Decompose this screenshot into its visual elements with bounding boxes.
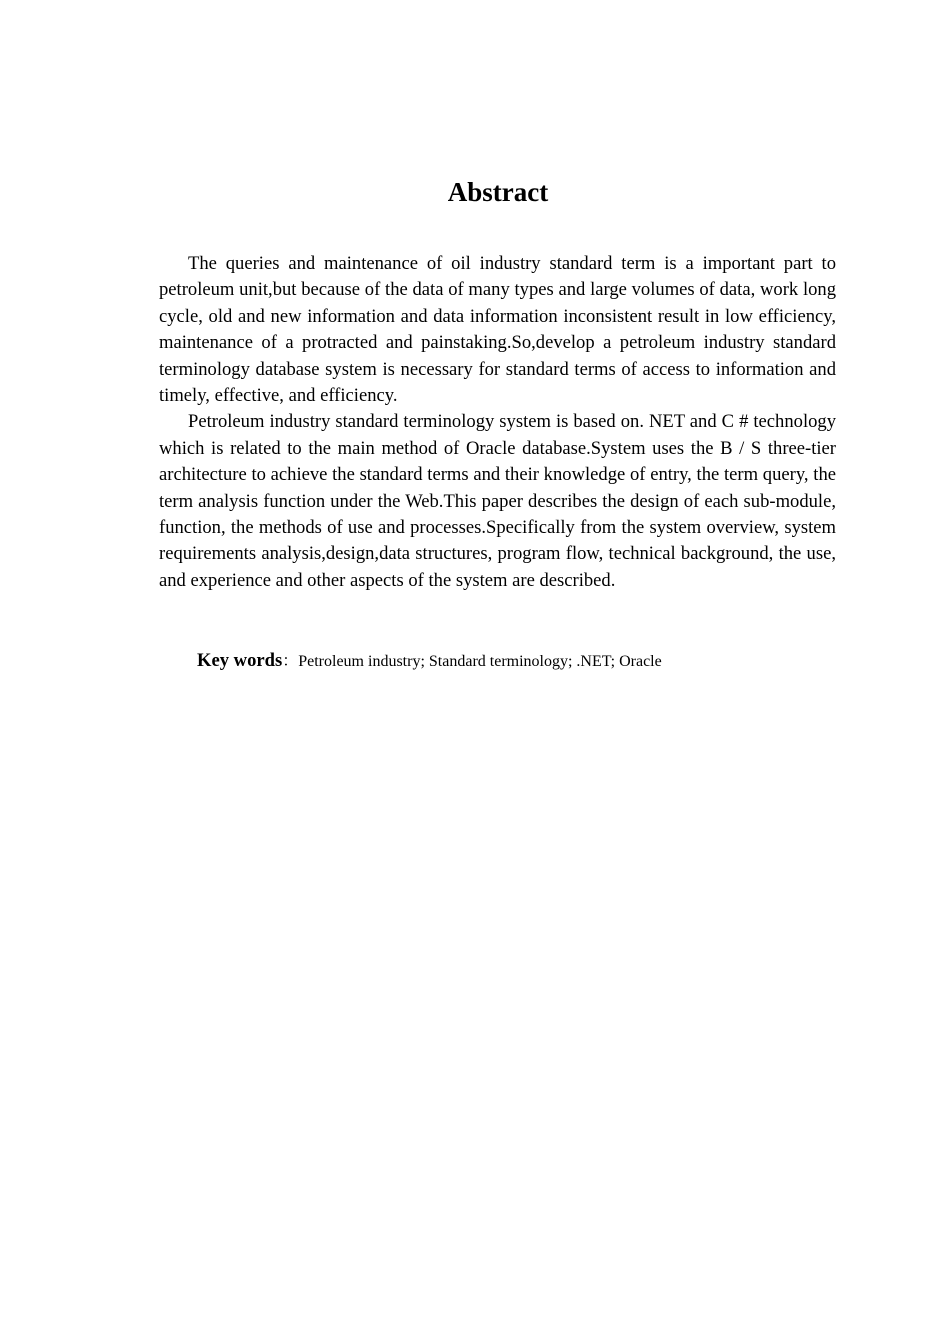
keywords-value: Petroleum industry; Standard terminology; .NET; Oracle: [298, 653, 662, 670]
keywords-label: Key words: [197, 650, 283, 671]
abstract-paragraph-2: Petroleum industry standard terminology system is based on. NET and C # technology which is related to the main method of Oracle database.System uses the B / S three-tier architecture to achieve the standard terms and their knowledge of entry, the term query, the term analysis function under the Web.This paper describes the design of each sub-module, function, the methods of use and processes.Specifically from the system overview, system requirements analysis,design,data structures, program flow, technical background, the use, and experience and other aspects of the system are described.: [159, 411, 836, 591]
keywords-line: [197, 648, 837, 675]
abstract-title: Abstract: [447, 177, 549, 207]
abstract-paragraph-1: The queries and maintenance of oil industry standard term is a important part to petroleum unit,but because of the data of many types and large volumes of data, work long cycle, old and new information and data information inconsistent result in low efficiency, maintenance of a protracted and painstaking.So,develop a petroleum industry standard terminology database system is necessary for standard terms of access to information and timely, effective, and efficiency.: [159, 253, 836, 407]
abstract-body: [159, 251, 836, 594]
keywords-separator: ：: [282, 653, 299, 670]
